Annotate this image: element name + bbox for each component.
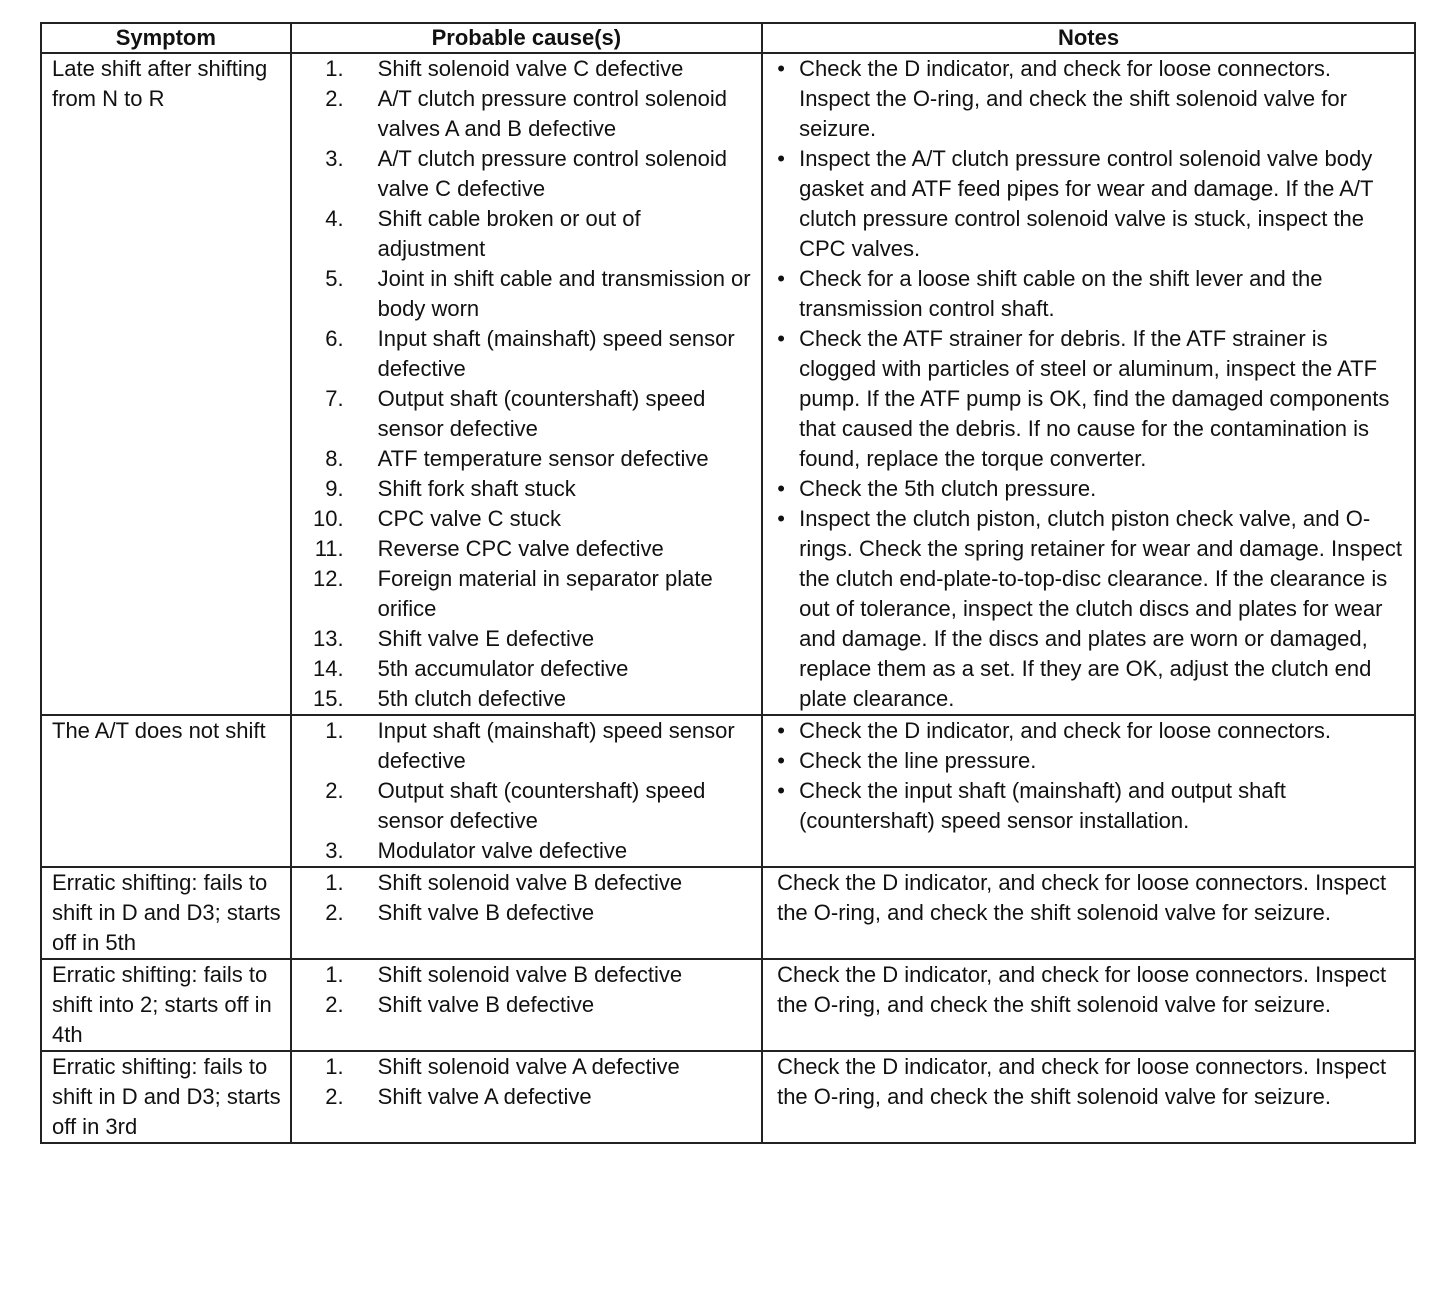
cause-text: Shift valve B defective bbox=[377, 900, 595, 925]
cause-item bbox=[292, 624, 761, 654]
note-item bbox=[763, 324, 1414, 474]
cause-item bbox=[292, 324, 761, 384]
symptom-cell: Erratic shifting: fails to shift in D and D3; starts off in 5th bbox=[41, 867, 291, 959]
notes-cell bbox=[762, 867, 1415, 959]
cause-number: 11. bbox=[314, 536, 344, 561]
cause-item bbox=[292, 684, 761, 714]
causes-cell bbox=[291, 715, 762, 867]
cause-number: 3. bbox=[325, 838, 344, 863]
note-text: Inspect the A/T clutch pressure control solenoid valve body gasket and ATF feed pipes for wear and damage. If the A/T clutch pressure control solenoid valve is stuck, inspect the CPC valves. bbox=[799, 146, 1374, 261]
cause-item bbox=[292, 144, 761, 204]
cause-text: Output shaft (countershaft) speed sensor defective bbox=[377, 778, 706, 833]
cause-text: Shift solenoid valve B defective bbox=[377, 870, 683, 895]
cause-number: 13. bbox=[313, 626, 344, 651]
cause-item bbox=[292, 868, 761, 898]
bullet-icon: • bbox=[777, 56, 785, 81]
notes-cell bbox=[762, 1051, 1415, 1143]
cause-text: Shift valve E defective bbox=[377, 626, 595, 651]
note-item bbox=[763, 716, 1414, 746]
cause-number: 5. bbox=[325, 266, 344, 291]
bullet-icon: • bbox=[777, 718, 785, 743]
cause-number: 10. bbox=[313, 506, 344, 531]
cause-text: Shift solenoid valve C defective bbox=[377, 56, 684, 81]
note-text: Check the line pressure. bbox=[799, 748, 1037, 773]
cause-item bbox=[292, 1082, 761, 1112]
cause-text: Joint in shift cable and transmission or body worn bbox=[377, 266, 751, 321]
cause-item bbox=[292, 534, 761, 564]
causes-cell bbox=[291, 959, 762, 1051]
note-text: Check the 5th clutch pressure. bbox=[799, 476, 1097, 501]
cause-number: 1. bbox=[325, 962, 344, 987]
cause-number: 4. bbox=[325, 206, 344, 231]
table-row bbox=[41, 867, 1415, 959]
troubleshooting-table bbox=[40, 22, 1416, 1144]
note-text: Check the D indicator, and check for loose connectors. bbox=[799, 718, 1332, 743]
cause-text: A/T clutch pressure control solenoid valve C defective bbox=[377, 146, 727, 201]
cause-number: 7. bbox=[325, 386, 344, 411]
cause-text: Modulator valve defective bbox=[377, 838, 628, 863]
header-probable-causes: Probable cause(s) bbox=[291, 23, 762, 53]
table-row bbox=[41, 959, 1415, 1051]
cause-number: 12. bbox=[313, 566, 344, 591]
cause-item bbox=[292, 384, 761, 444]
cause-number: 1. bbox=[325, 718, 344, 743]
table-row bbox=[41, 1051, 1415, 1143]
cause-text: Shift valve A defective bbox=[377, 1084, 592, 1109]
cause-text: Shift solenoid valve A defective bbox=[377, 1054, 680, 1079]
cause-item bbox=[292, 716, 761, 776]
symptom-cell: Erratic shifting: fails to shift in D and D3; starts off in 3rd bbox=[41, 1051, 291, 1143]
cause-number: 1. bbox=[325, 1054, 344, 1079]
cause-number: 6. bbox=[325, 326, 344, 351]
cause-item bbox=[292, 444, 761, 474]
cause-item bbox=[292, 776, 761, 836]
cause-item bbox=[292, 654, 761, 684]
cause-number: 15. bbox=[313, 686, 344, 711]
cause-item bbox=[292, 204, 761, 264]
note-text: Check the ATF strainer for debris. If the ATF strainer is clogged with particles of steel or aluminum, inspect the ATF pump. If the ATF pump is OK, find the damaged components that caused the debris. If no cause for the contamination is found, replace the torque converter. bbox=[799, 326, 1390, 471]
cause-item bbox=[292, 84, 761, 144]
causes-cell bbox=[291, 867, 762, 959]
bullet-icon: • bbox=[777, 326, 785, 351]
cause-item bbox=[292, 564, 761, 624]
note-text: Check the D indicator, and check for loose connectors. Inspect the O-ring, and check the shift solenoid valve for seizure. bbox=[777, 870, 1387, 925]
bullet-icon: • bbox=[777, 506, 785, 531]
note-text: Check the D indicator, and check for loose connectors. Inspect the O-ring, and check the shift solenoid valve for seizure. bbox=[799, 56, 1347, 141]
notes-cell bbox=[762, 959, 1415, 1051]
cause-text: Shift solenoid valve B defective bbox=[377, 962, 683, 987]
bullet-icon: • bbox=[777, 748, 785, 773]
cause-item bbox=[292, 898, 761, 928]
cause-text: ATF temperature sensor defective bbox=[377, 446, 709, 471]
cause-text: Foreign material in separator plate orifice bbox=[377, 566, 713, 621]
cause-number: 2. bbox=[325, 900, 344, 925]
cause-number: 3. bbox=[325, 146, 344, 171]
note-item bbox=[763, 264, 1414, 324]
symptom-cell: Erratic shifting: fails to shift into 2; starts off in 4th bbox=[41, 959, 291, 1051]
cause-item bbox=[292, 264, 761, 324]
cause-text: Input shaft (mainshaft) speed sensor defective bbox=[377, 326, 735, 381]
cause-number: 14. bbox=[313, 656, 344, 681]
header-row bbox=[41, 23, 1415, 53]
cause-text: Shift fork shaft stuck bbox=[377, 476, 576, 501]
table-row bbox=[41, 53, 1415, 715]
cause-number: 2. bbox=[325, 992, 344, 1017]
note-item bbox=[763, 54, 1414, 144]
cause-text: Shift valve B defective bbox=[377, 992, 595, 1017]
cause-item bbox=[292, 474, 761, 504]
cause-text: Input shaft (mainshaft) speed sensor defective bbox=[377, 718, 735, 773]
cause-number: 2. bbox=[325, 1084, 344, 1109]
table-row bbox=[41, 715, 1415, 867]
notes-cell bbox=[762, 53, 1415, 715]
cause-text: 5th clutch defective bbox=[377, 686, 566, 711]
note-item bbox=[763, 746, 1414, 776]
cause-text: 5th accumulator defective bbox=[377, 656, 629, 681]
cause-number: 8. bbox=[325, 446, 344, 471]
note-text: Check for a loose shift cable on the shift lever and the transmission control shaft. bbox=[799, 266, 1323, 321]
bullet-icon: • bbox=[777, 146, 785, 171]
note-item bbox=[763, 474, 1414, 504]
header-symptom: Symptom bbox=[41, 23, 291, 53]
symptom-cell: Late shift after shifting from N to R bbox=[41, 53, 291, 715]
cause-item bbox=[292, 836, 761, 866]
cause-number: 1. bbox=[325, 870, 344, 895]
cause-text: Reverse CPC valve defective bbox=[377, 536, 664, 561]
causes-cell bbox=[291, 1051, 762, 1143]
cause-text: A/T clutch pressure control solenoid valves A and B defective bbox=[377, 86, 727, 141]
cause-item bbox=[292, 990, 761, 1020]
notes-cell bbox=[762, 715, 1415, 867]
bullet-icon: • bbox=[777, 778, 785, 803]
cause-item bbox=[292, 504, 761, 534]
table-body bbox=[41, 53, 1415, 1143]
note-text: Inspect the clutch piston, clutch piston check valve, and O-rings. Check the spring retainer for wear and damage. Inspect the clutch end-plate-to-top-disc clearance. If the clearance is out of tolerance, inspect the clutch discs and plates for wear and damage. If the discs and plates are worn or damaged, replace them as a set. If they are OK, adjust the clutch end plate clearance. bbox=[799, 506, 1402, 711]
cause-number: 9. bbox=[325, 476, 344, 501]
note-text: Check the D indicator, and check for loose connectors. Inspect the O-ring, and check the shift solenoid valve for seizure. bbox=[777, 1054, 1387, 1109]
cause-item bbox=[292, 1052, 761, 1082]
cause-number: 1. bbox=[325, 56, 344, 81]
note-item bbox=[763, 144, 1414, 264]
symptom-cell: The A/T does not shift bbox=[41, 715, 291, 867]
cause-item bbox=[292, 960, 761, 990]
note-text: Check the D indicator, and check for loose connectors. Inspect the O-ring, and check the shift solenoid valve for seizure. bbox=[777, 962, 1387, 1017]
note-item bbox=[763, 776, 1414, 836]
cause-item bbox=[292, 54, 761, 84]
header-notes: Notes bbox=[762, 23, 1415, 53]
note-text: Check the input shaft (mainshaft) and output shaft (countershaft) speed sensor installation. bbox=[799, 778, 1286, 833]
cause-number: 2. bbox=[325, 86, 344, 111]
cause-number: 2. bbox=[325, 778, 344, 803]
causes-cell bbox=[291, 53, 762, 715]
cause-text: Shift cable broken or out of adjustment bbox=[377, 206, 641, 261]
bullet-icon: • bbox=[777, 266, 785, 291]
note-item bbox=[763, 504, 1414, 714]
cause-text: Output shaft (countershaft) speed sensor defective bbox=[377, 386, 706, 441]
bullet-icon: • bbox=[777, 476, 785, 501]
cause-text: CPC valve C stuck bbox=[377, 506, 562, 531]
